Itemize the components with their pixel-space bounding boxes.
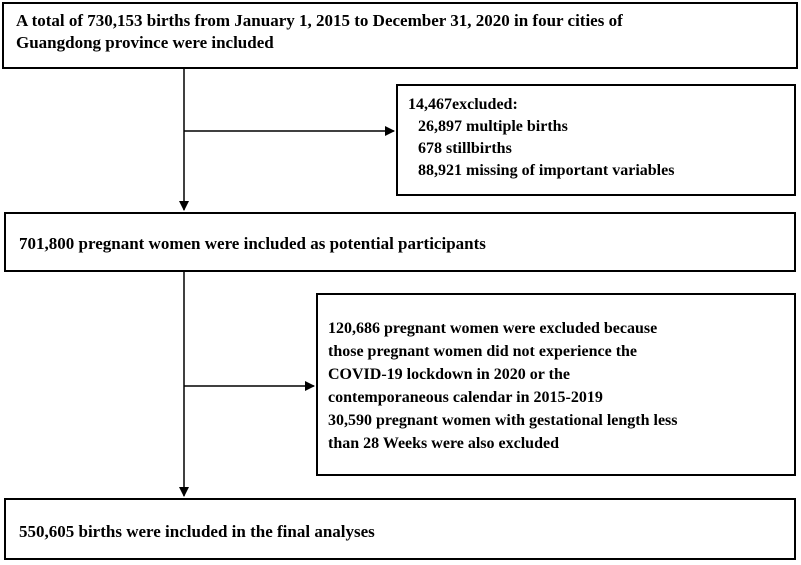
second-exclusion-line-1: 120,686 pregnant women were excluded because	[328, 320, 658, 337]
total-births-box	[2, 2, 798, 69]
total-births-line-1: A total of 730,153 births from January 1, 2015 to December 31, 2020 in four cities of	[16, 11, 623, 30]
second-exclusion-line-3: COVID-19 lockdown in 2020 or the	[328, 366, 570, 383]
second-exclusion-line-2: those pregnant women did not experience the	[328, 343, 638, 360]
potential-participants-box	[4, 212, 796, 272]
second-exclusion-line-5: 30,590 pregnant women with gestational length less	[328, 412, 678, 429]
first-exclusion-box	[396, 84, 796, 196]
potential-participants-text: 701,800 pregnant women were included as potential participants	[19, 234, 486, 253]
second-exclusion-box	[316, 293, 796, 476]
total-births-line-2: Guangdong province were included	[16, 33, 274, 52]
final-analyses-box	[4, 498, 796, 560]
exclusion-item-missing-variables: 88,921 missing of important variables	[418, 162, 675, 179]
first-exclusion-title: 14,467excluded:	[408, 96, 518, 113]
exclusion-item-multiple-births: 26,897 multiple births	[418, 118, 568, 135]
second-exclusion-line-4: contemporaneous calendar in 2015-2019	[328, 389, 603, 406]
exclusion-item-stillbirths: 678 stillbirths	[418, 140, 512, 157]
second-exclusion-line-6: than 28 Weeks were also excluded	[328, 435, 559, 452]
final-analyses-text: 550,605 births were included in the final analyses	[19, 522, 375, 541]
